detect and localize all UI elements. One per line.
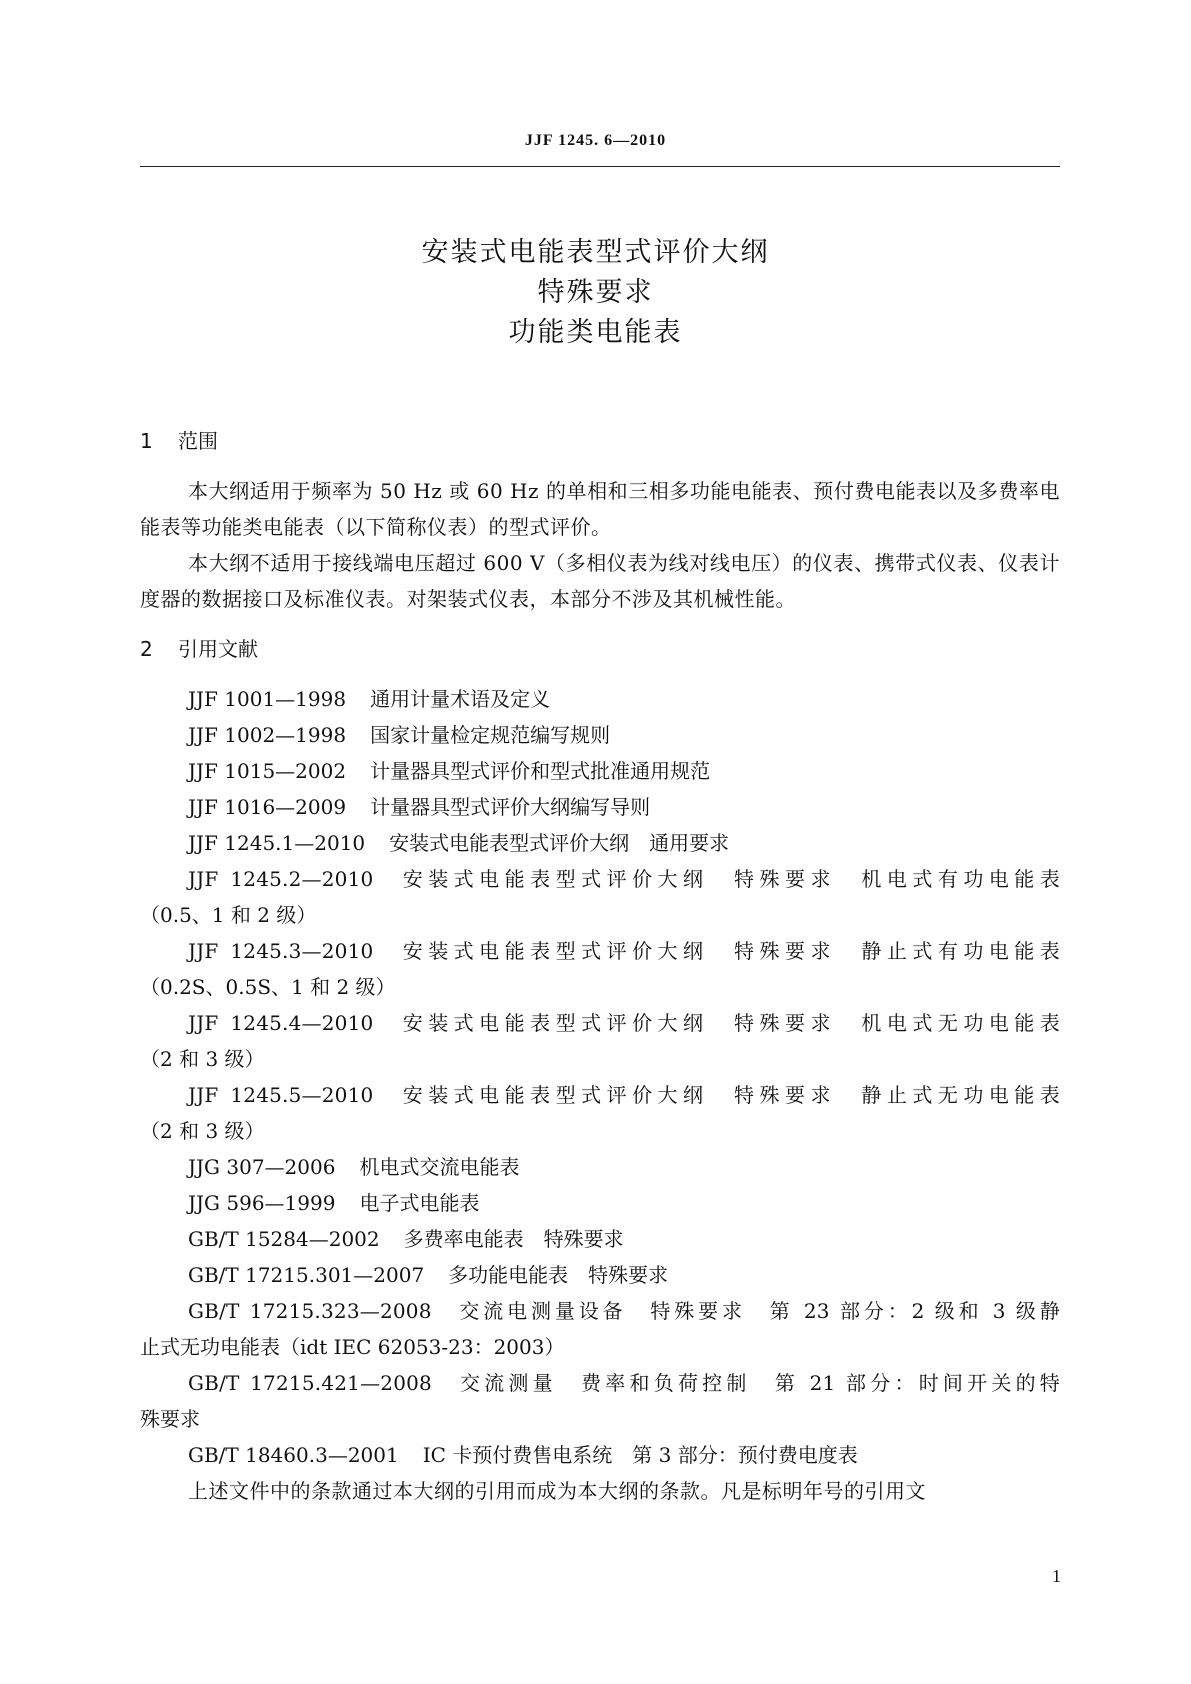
reference-title: 国家计量检定规范编写规则 (370, 723, 611, 747)
reference-code: JJG 596—1999 (188, 1191, 336, 1215)
reference-title: 电子式电能表 (359, 1191, 480, 1215)
reference-item (140, 789, 1060, 825)
document-body (140, 423, 1060, 1509)
reference-title: 安装式电能表型式评价大纲 特殊要求 机电式无功电能表 (397, 1011, 1060, 1035)
reference-title: 机电式交流电能表 (359, 1155, 520, 1179)
section-title: 范围 (178, 429, 218, 453)
reference-item (140, 1221, 1060, 1257)
reference-code: GB/T 17215.421—2008 (188, 1371, 432, 1395)
reference-code: JJF 1016—2009 (188, 795, 347, 819)
reference-code: JJF 1245.4—2010 (188, 1011, 374, 1035)
header-divider (140, 166, 1060, 167)
section-heading-scope (140, 423, 1060, 459)
reference-code: JJF 1001—1998 (188, 687, 347, 711)
reference-title: 安装式电能表型式评价大纲 特殊要求 机电式有功电能表 (397, 867, 1060, 891)
title-line-2: 特殊要求 (537, 277, 654, 308)
document-code-header: JJF 1245. 6—2010 (524, 132, 667, 149)
reference-item (140, 825, 1060, 861)
reference-title: 计量器具型式评价和型式批准通用规范 (370, 759, 711, 783)
reference-item (140, 1005, 1060, 1041)
reference-item (140, 753, 1060, 789)
reference-item (140, 1365, 1060, 1401)
reference-code: JJF 1245.5—2010 (188, 1083, 374, 1107)
reference-continuation: 止式无功电能表（idt IEC 62053-23：2003） (140, 1335, 565, 1359)
reference-title: 交流测量 费率和负荷控制 第 21 部分：时间开关的特 (455, 1371, 1060, 1395)
reference-continuation: （2 和 3 级） (140, 1047, 265, 1071)
section-title: 引用文献 (178, 637, 258, 661)
section-number: 2 (140, 637, 153, 661)
reference-code: JJF 1245.1—2010 (188, 831, 366, 855)
page-number: 1 (1052, 1566, 1061, 1586)
reference-title: IC 卡预付费售电系统 第 3 部分：预付费电度表 (422, 1443, 858, 1467)
references-closing-paragraph: 上述文件中的条款通过本大纲的引用而成为本大纲的条款。凡是标明年号的引用文 (188, 1479, 926, 1503)
reference-code: JJF 1015—2002 (188, 759, 347, 783)
reference-continuation: （2 和 3 级） (140, 1119, 265, 1143)
reference-item (140, 1185, 1060, 1221)
reference-item (140, 1077, 1060, 1113)
scope-paragraph-1: 本大纲适用于频率为 50 Hz 或 60 Hz 的单相和三相多功能电能表、预付费电能表以及多费率电能表等功能类电能表（以下简称仪表）的型式评价。 (140, 479, 1060, 539)
reference-item (140, 861, 1060, 897)
reference-continuation: 殊要求 (140, 1407, 200, 1431)
reference-item (140, 1293, 1060, 1329)
section-heading-references (140, 631, 1060, 667)
reference-item (140, 717, 1060, 753)
reference-code: GB/T 18460.3—2001 (188, 1443, 399, 1467)
title-line-3: 功能类电能表 (508, 317, 683, 348)
reference-title: 多功能电能表 特殊要求 (448, 1263, 669, 1287)
reference-code: JJF 1002—1998 (188, 723, 347, 747)
section-number: 1 (140, 429, 153, 453)
reference-item (140, 1437, 1060, 1473)
reference-title: 安装式电能表型式评价大纲 特殊要求 静止式无功电能表 (397, 1083, 1060, 1107)
reference-list (140, 681, 1060, 1473)
reference-continuation: （0.2S、0.5S、1 和 2 级） (140, 975, 396, 999)
reference-title: 安装式电能表型式评价大纲 通用要求 (389, 831, 730, 855)
reference-code: GB/T 17215.323—2008 (188, 1299, 432, 1323)
reference-continuation: （0.5、1 和 2 级） (140, 903, 317, 927)
scope-paragraph-2: 本大纲不适用于接线端电压超过 600 V（多相仪表为线对线电压）的仪表、携带式仪表、仪表计度器的数据接口及标准仪表。对架装式仪表，本部分不涉及其机械性能。 (140, 551, 1060, 611)
reference-title: 多费率电能表 特殊要求 (403, 1227, 624, 1251)
reference-title: 安装式电能表型式评价大纲 特殊要求 静止式有功电能表 (397, 939, 1060, 963)
reference-item (140, 933, 1060, 969)
reference-code: JJG 307—2006 (188, 1155, 336, 1179)
reference-code: JJF 1245.2—2010 (188, 867, 374, 891)
reference-code: GB/T 15284—2002 (188, 1227, 380, 1251)
reference-title: 计量器具型式评价大纲编写导则 (370, 795, 651, 819)
reference-title: 通用计量术语及定义 (370, 687, 551, 711)
title-line-1: 安装式电能表型式评价大纲 (421, 237, 770, 268)
reference-item (140, 1149, 1060, 1185)
reference-title: 交流电测量设备 特殊要求 第 23 部分：2 级和 3 级静 (455, 1299, 1061, 1323)
reference-code: JJF 1245.3—2010 (188, 939, 374, 963)
reference-code: GB/T 17215.301—2007 (188, 1263, 425, 1287)
reference-item (140, 1257, 1060, 1293)
document-title (0, 233, 1191, 353)
reference-item (140, 681, 1060, 717)
